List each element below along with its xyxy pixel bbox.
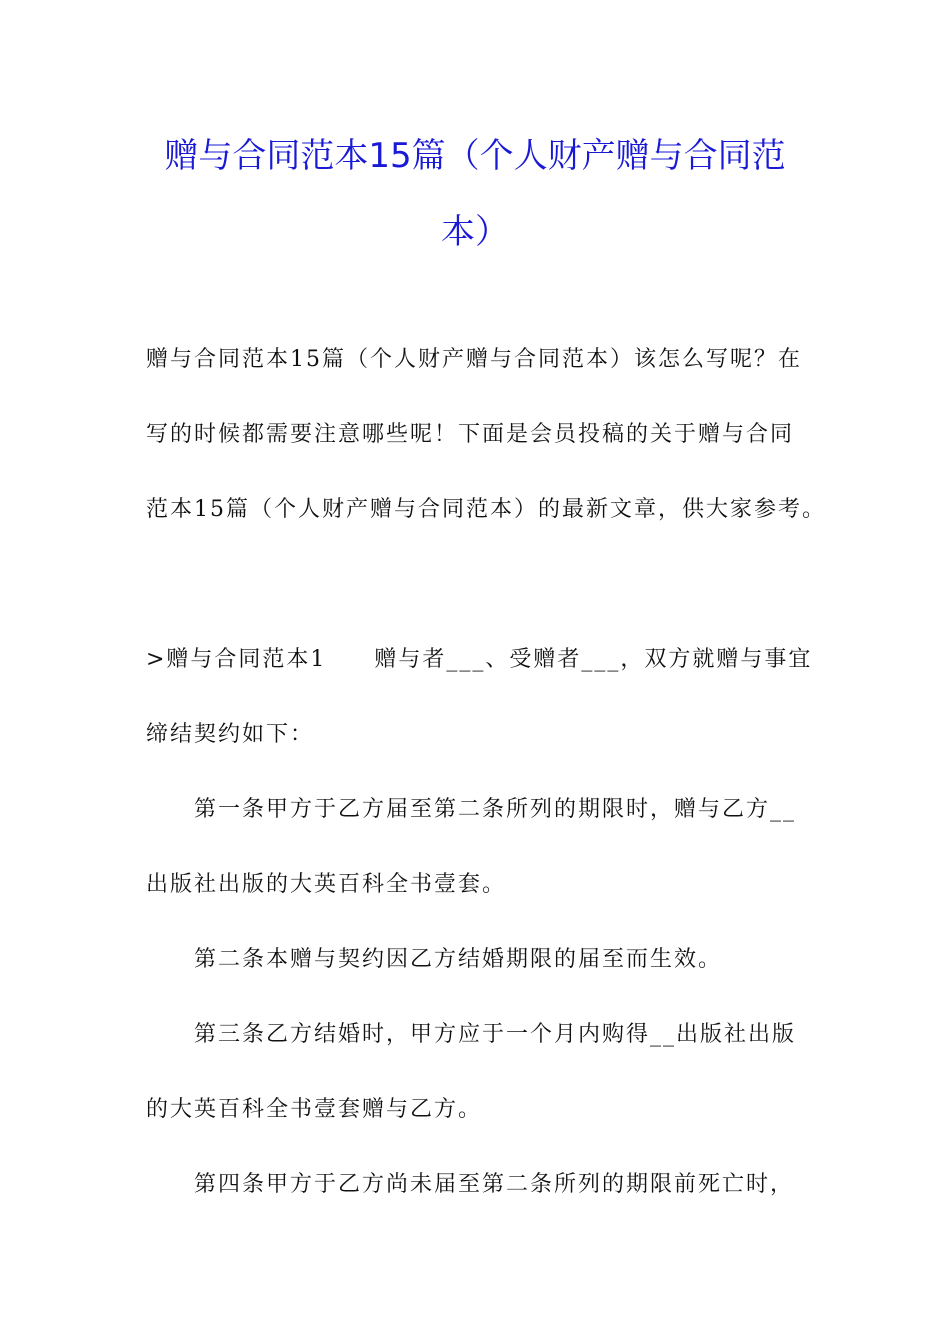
- article-1-paragraph: [146, 772, 810, 922]
- intro-line-2: 写的时候都需要注意哪些呢！下面是会员投稿的关于赠与合同: [146, 422, 795, 447]
- title-line-2: 本）: [441, 212, 509, 252]
- article-4-paragraph: [146, 1147, 810, 1222]
- article-1-line-1: 第一条甲方于乙方届至第二条所列的期限时，赠与乙方__: [194, 797, 797, 822]
- article-2-line-1: 第二条本赠与契约因乙方结婚期限的届至而生效。: [194, 947, 723, 972]
- article-3-line-2: 的大英百科全书壹套赠与乙方。: [146, 1097, 483, 1122]
- section-1-line-1: >赠与合同范本1 赠与者___、受赠者___，双方就赠与事宜: [146, 647, 813, 672]
- intro-line-1: 赠与合同范本15篇（个人财产赠与合同范本）该怎么写呢？在: [146, 347, 802, 372]
- intro-line-3: 范本15篇（个人财产赠与合同范本）的最新文章，供大家参考。: [146, 497, 826, 522]
- section-1-line-2: 缔结契约如下：: [146, 722, 315, 747]
- article-2-paragraph: [146, 922, 810, 997]
- title-line-1: 赠与合同范本15篇（个人财产赠与合同范: [164, 136, 786, 176]
- document-title: [120, 118, 830, 270]
- article-4-line-1: 第四条甲方于乙方尚未届至第二条所列的期限前死亡时，: [194, 1172, 795, 1197]
- intro-paragraph: [146, 322, 826, 547]
- article-3-paragraph: [146, 997, 810, 1147]
- section-1-paragraph: [146, 622, 813, 772]
- article-1-line-2: 出版社出版的大英百科全书壹套。: [146, 872, 507, 897]
- article-3-line-1: 第三条乙方结婚时，甲方应于一个月内购得__出版社出版: [194, 1022, 797, 1047]
